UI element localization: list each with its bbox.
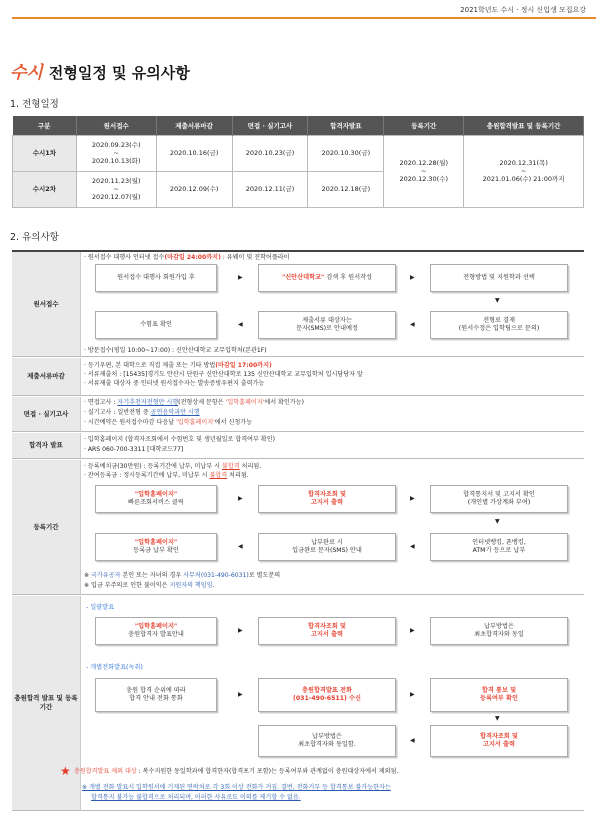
docs-deadline: 2020.12.09(수): [156, 171, 232, 207]
docs-line2: · 서류제출처 : [15435]경기도 안산시 단원구 신안산대학로 135 신안산대학교 교무입학처 입시담당자 앞: [84, 371, 363, 378]
register-note1: [84, 572, 280, 579]
arrow-left-icon: ◀: [410, 737, 415, 744]
text: ※: [84, 572, 92, 579]
interview-line2: [84, 409, 200, 416]
additional-note2: ※ 개별 전화 발표시 입학원서에 기재된 연락처로 각 3회 이상 전화가 거짐. 결번, 전화거부 등 합격통보 불가능한자는: [82, 784, 391, 791]
additional-note1: [74, 768, 398, 775]
arrow-right-icon: ▶: [410, 691, 415, 698]
row-label: 수시1차: [13, 135, 77, 171]
box-text: 충원 합격 순위에 따라: [126, 687, 186, 694]
date-sep: ~: [520, 167, 527, 175]
table-row: [13, 135, 584, 171]
highlight: 충원합격발표 제외 대상: [74, 768, 137, 775]
box-text: 등록금 납부 확인: [133, 547, 179, 554]
highlight: '입학홈페이지': [225, 399, 265, 406]
flow-box-add-pay: [430, 617, 568, 645]
box-text: 고지서 출력: [310, 631, 344, 638]
box-text: 문자(SMS)로 안내예정: [296, 325, 358, 332]
highlight: "신안산대학교": [281, 274, 325, 281]
date-end: 2020.12.07(월): [91, 193, 141, 201]
highlight: 불합격: [209, 472, 228, 479]
highlight: '입학홈페이지': [176, 419, 215, 426]
register-period: [384, 135, 464, 207]
date-start: 2020.12.28(월): [399, 159, 449, 167]
text: · 등록예치금(30만원) : 등록기간에 납부, 미납부 시: [84, 463, 222, 470]
text: (전형상세 문항은: [178, 399, 226, 406]
highlight: 사무처(031-490-6031): [183, 572, 249, 579]
title-main: 전형일정 및 유의사항: [48, 64, 190, 82]
section1-title: 1. 전형일정: [10, 99, 59, 110]
arrow-right-icon: ▶: [238, 627, 243, 634]
box-text: 납부방법은: [484, 623, 514, 630]
apply-period: [76, 171, 156, 207]
box-text: 합격자조회 및: [307, 491, 347, 498]
box-text: ATM기 등으로 납부: [472, 547, 526, 554]
box-text: 합격자조회 및: [479, 733, 519, 740]
text: 에서 신청가능: [214, 419, 253, 426]
date-sep: ~: [113, 185, 119, 193]
text: .: [212, 582, 215, 589]
th-interview: 면접 · 실기고사: [232, 116, 308, 135]
row-label-result: 합격자 발표: [12, 433, 80, 459]
arrow-right-icon: ▶: [238, 691, 243, 698]
flow-box-sms-done: [258, 533, 396, 561]
box-text: 합격통지서 및 고지서 확인: [463, 491, 535, 498]
text: 본인 또는 자녀의 경우: [120, 572, 184, 579]
text: · 면접고사 :: [84, 399, 118, 406]
row-label-additional: 충원합격 발표 및 등록기간: [12, 596, 80, 811]
box-text: 검색 후 원서작성: [324, 274, 373, 281]
register-line2: [84, 472, 249, 479]
text: 에서 확인가능): [264, 399, 304, 406]
arrow-down-icon: ▼: [495, 518, 500, 525]
th-result: 합격자발표: [308, 116, 384, 135]
flow-box-ticket: [95, 311, 217, 339]
flow-box-payment: [430, 311, 568, 339]
interview-line1: [84, 399, 304, 406]
date-start: 2020.12.31(목): [499, 159, 548, 167]
box-text: 빠른조회서비스 클릭: [128, 499, 184, 506]
apply-line2: · 방문접수(평일 10:00~17:00) : 신안산대학교 교무입학처(본관1F): [84, 347, 267, 354]
arrow-right-icon: ▶: [410, 627, 415, 634]
flow-box-receive-call: [258, 678, 396, 712]
interview-date: 2020.10.23(금): [232, 135, 308, 171]
docs-deadline: 2020.10.16(금): [156, 135, 232, 171]
box-text: (원서수정은 입학팀으로 문의): [458, 325, 540, 332]
text: · 등기우편, 본 대학으로 직접 제출 또는 기타 방법: [84, 362, 216, 369]
date-sep: ~: [113, 149, 119, 157]
box-text: 최초합격자와 동일함.: [298, 741, 356, 748]
docs-line3: · 서류제출 대상자 중 인터넷 원서접수자는 발송증빙우편지 출력가능: [84, 380, 265, 387]
arrow-down-icon: ▼: [495, 715, 500, 722]
arrow-right-icon: ▶: [410, 274, 415, 281]
row-label-docs: 제출서류마감: [12, 358, 80, 396]
flow-box-search: [258, 264, 396, 292]
highlight: "입학홈페이지": [134, 539, 178, 546]
box-text: 합격 통보 및: [481, 687, 517, 694]
header-divider: [12, 17, 596, 19]
box-text: 납부방법은: [312, 733, 342, 740]
title-script: 수시: [10, 63, 43, 83]
text: · 실기고사 : 일반전형 중: [84, 409, 151, 416]
flow-box-confirm-reg: [430, 678, 568, 712]
box-text: 제출서류 대상자는: [302, 317, 352, 324]
th-docs: 제출서류마감: [156, 116, 232, 135]
arrow-left-icon: ◀: [238, 543, 243, 550]
highlight: 국가유공자: [91, 572, 121, 579]
box-text: 합격 안내 전화 통화: [129, 695, 183, 702]
section2-title: 2. 유의사항: [10, 232, 59, 243]
box-text: (개인별 가상계좌 부여): [467, 499, 531, 506]
result-line1: · 입학홈페이지 (합격자조회에서 수험번호 및 생년월일로 합격여부 확인): [84, 436, 275, 443]
additional-sub1: - 일괄발표: [86, 604, 115, 611]
register-line1: [84, 463, 261, 470]
date-end: 2020.10.13(화): [91, 157, 141, 165]
highlight: "입학홈페이지": [134, 491, 178, 498]
box-text: 납부완료 시: [311, 539, 343, 546]
docs-line1: [84, 362, 272, 369]
text: : 유웨이 및 진학어플라이: [220, 254, 290, 261]
box-text: 최초합격자와 동일: [474, 631, 524, 638]
highlight: (마감일 24:00까지): [164, 254, 221, 261]
flow-box-select: [430, 264, 568, 292]
flow-box-quick-lookup: [95, 485, 217, 513]
box-text: 수험표 확인: [140, 321, 172, 328]
date-end: 2021.01.06(수) 21:00까지: [482, 175, 565, 183]
schedule-header-row: [13, 116, 584, 135]
text: : 복수지원한 동일학과에 합격한자(합격포기 포함)는 등록여부와 관계없이 충원대상자에서 제외됨.: [136, 768, 399, 775]
row-label-interview: 면접 · 실기고사: [12, 397, 80, 432]
row-label-apply: 원서접수: [12, 252, 80, 357]
text: 처리됨.: [239, 463, 262, 470]
box-text: 전형방법 및 지원학과 선택: [463, 274, 535, 281]
box-text: (031-490-6511) 수신: [293, 695, 361, 702]
document-header-title: 2021학년도 수시 · 정시 신입생 모집요강: [460, 6, 586, 14]
box-text: 등록여부 확인: [479, 695, 519, 702]
additional-period: [464, 135, 584, 207]
date-sep: ~: [421, 167, 427, 175]
th-register: 등록기간: [384, 116, 464, 135]
th-additional: 충원합격발표 및 등록기간: [464, 116, 584, 135]
flow-box-add-notice: [95, 617, 217, 645]
page-title: [10, 58, 190, 83]
flow-box-sms: [258, 311, 396, 339]
highlight: "입학홈페이지": [134, 623, 178, 630]
box-text: 충원합격발표 전화: [302, 687, 352, 694]
arrow-left-icon: ◀: [238, 321, 243, 328]
text: ※ 입금 부주의로 인한 불이익은: [84, 582, 170, 589]
highlight: 공연음악과만 시행: [150, 409, 200, 416]
box-text: 충원합격자 발표안내: [128, 631, 184, 638]
flow-box-pay: [430, 533, 568, 561]
interview-line3: [84, 419, 252, 426]
row-label-register: 등록기간: [12, 460, 80, 595]
flow-box-bill-print: [258, 485, 396, 513]
schedule-table: [12, 116, 584, 208]
interview-date: 2020.12.11(금): [232, 171, 308, 207]
result-date: 2020.12.18(금): [308, 171, 384, 207]
star-icon: ★: [60, 764, 71, 778]
text: · 시간예약은 원서접수마감 다음날: [84, 419, 177, 426]
box-text: 고지서 출력: [310, 499, 344, 506]
apply-line1: [84, 254, 290, 261]
box-text: 합격자조회 및: [307, 623, 347, 630]
box-text: 입금완료 문자(SMS) 안내: [292, 547, 362, 554]
flow-box-call: [95, 678, 217, 712]
flow-box-confirm: [95, 533, 217, 561]
box-text: 전형료 결재: [483, 317, 515, 324]
flow-box-add-pay2: [258, 725, 396, 757]
result-line2: · ARS 060-700-3311 [대학코드77]: [84, 446, 184, 453]
text: · 잔여등록금 : 정시등록기간에 납부, 미납부 시: [84, 472, 210, 479]
arrow-right-icon: ▶: [238, 495, 243, 502]
flow-box-add-bill: [258, 617, 396, 645]
highlight: 자기추천자전형만 시행: [117, 399, 179, 406]
additional-sub2: - 개별전화발표(녹취): [86, 664, 143, 671]
result-date: 2020.10.30(금): [308, 135, 384, 171]
flow-box-add-bill2: [430, 725, 568, 757]
text: 로 별도문의: [248, 572, 281, 579]
flow-box-notice: [430, 485, 568, 513]
apply-period: [76, 135, 156, 171]
flow-box-signup: [95, 264, 217, 292]
box-text: 인터넷뱅킹, 폰뱅킹,: [472, 539, 526, 546]
arrow-right-icon: ▶: [238, 274, 243, 281]
date-start: 2020.09.23(수): [91, 141, 141, 149]
arrow-left-icon: ◀: [410, 543, 415, 550]
arrow-down-icon: ▼: [495, 297, 500, 304]
text: · 원서접수 대행사 인터넷 접수: [84, 254, 165, 261]
box-text: 고지서 출력: [482, 741, 516, 748]
highlight: 지원자의 책임임: [169, 582, 213, 589]
th-category: 구분: [13, 116, 77, 135]
arrow-left-icon: ◀: [410, 321, 415, 328]
register-note2: [84, 582, 215, 589]
date-start: 2020.11.23(월): [91, 177, 141, 185]
arrow-right-icon: ▶: [410, 495, 415, 502]
highlight: 불합격: [221, 463, 240, 470]
additional-note3: 합격통지 불가능 불합격으로 처리되며, 이러한 사유로도 이의를 제기할 수 없음.: [91, 794, 301, 801]
date-end: 2020.12.30(수): [399, 175, 449, 183]
th-apply: 원서접수: [76, 116, 156, 135]
row-label: 수시2차: [13, 171, 77, 207]
box-text: 원서접수 대행사 회원가입 후: [117, 274, 195, 281]
highlight: (마감일 17:00까지): [215, 362, 272, 369]
text: 처리됨.: [227, 472, 249, 479]
